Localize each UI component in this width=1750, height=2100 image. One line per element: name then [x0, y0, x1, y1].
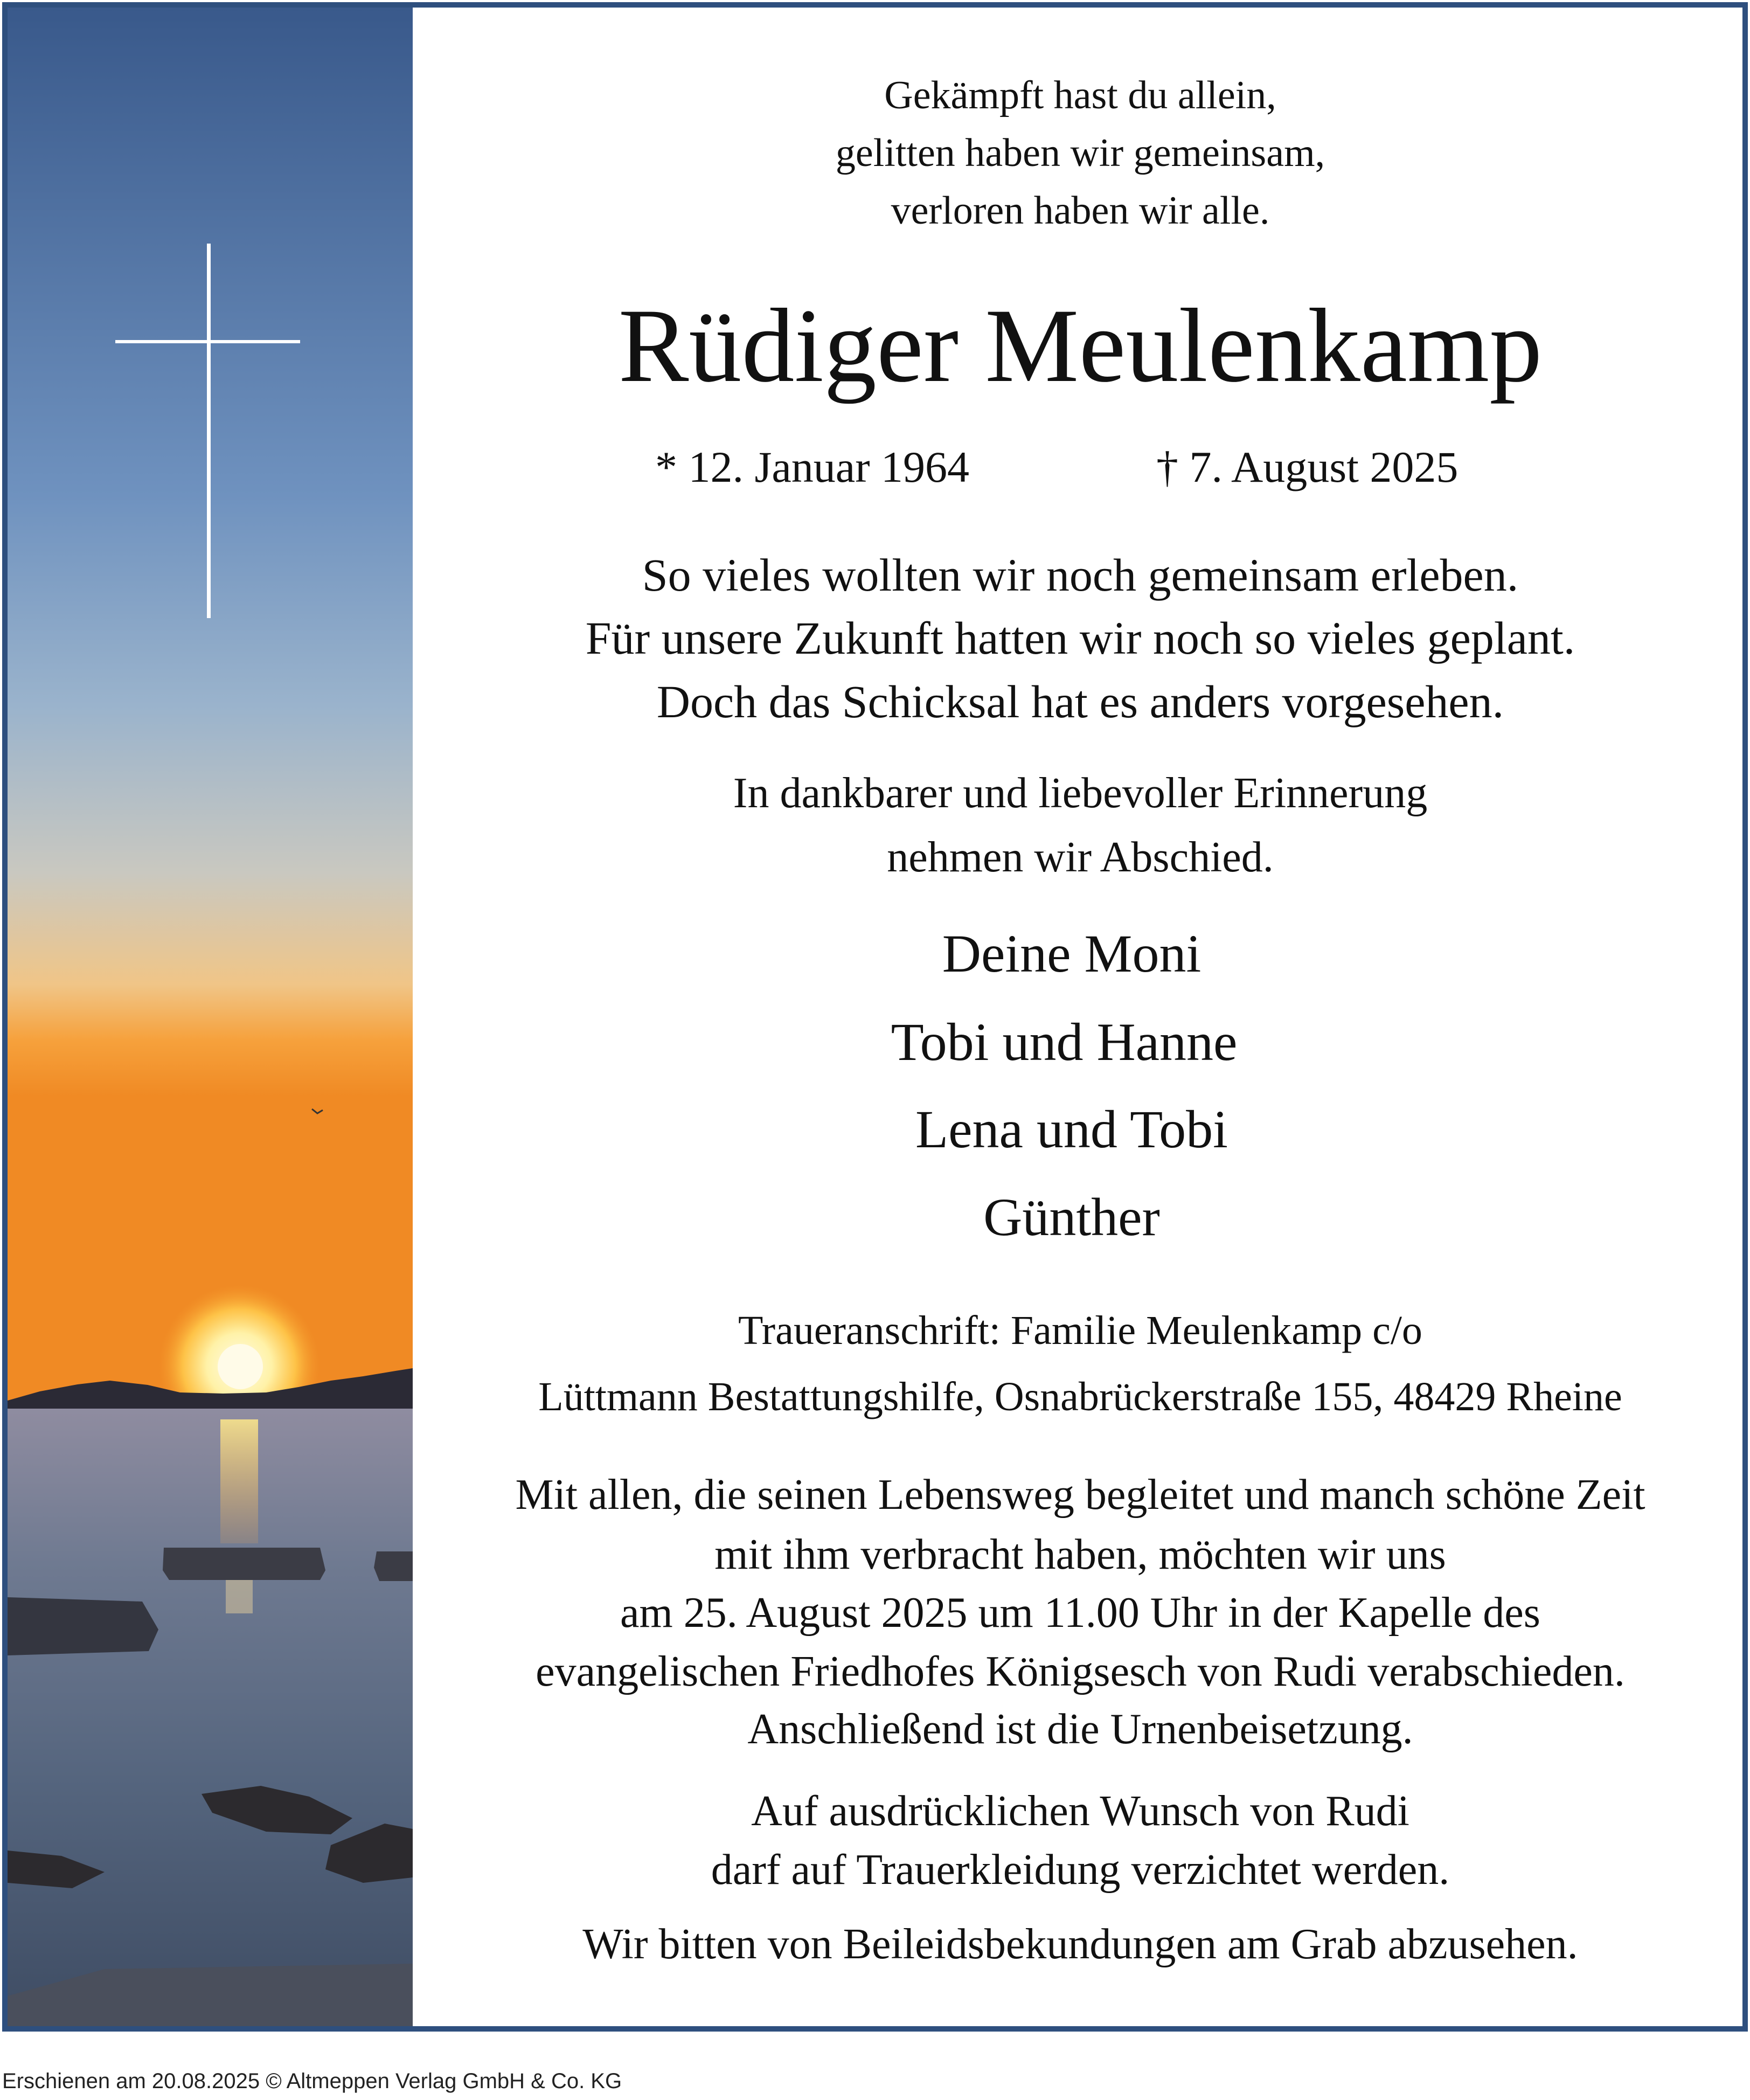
sunset-photo: [8, 8, 413, 2026]
mourner-name: Günther: [983, 1187, 1160, 1247]
mourner-name: Deine Moni: [942, 924, 1202, 983]
message-line: So vieles wollten wir noch gemeinsam erleben.: [642, 549, 1519, 601]
message-line: Doch das Schicksal hat es anders vorgesehen.: [656, 676, 1504, 727]
poem-line: verloren haben wir alle.: [891, 189, 1270, 233]
address-line: Lüttmann Bestattungshilfe, Osnabrückerstraße 155, 48429 Rheine: [538, 1374, 1622, 1419]
condolences-note: Wir bitten von Beileidsbekundungen am Grab abzusehen.: [582, 1921, 1578, 1968]
ceremony-line: mit ihm verbracht haben, möchten wir uns: [714, 1531, 1446, 1578]
mourner-name: Tobi und Hanne: [891, 1012, 1238, 1072]
deceased-name: Rüdiger Meulenkamp: [618, 287, 1543, 404]
farewell-line: In dankbarer und liebevoller Erinnerung: [733, 770, 1428, 817]
birth-date: * 12. Januar 1964: [655, 442, 970, 491]
address-line: Traueranschrift: Familie Meulenkamp c/o: [738, 1308, 1422, 1353]
dress-code-line: darf auf Trauerkleidung verzichtet werden.: [711, 1846, 1450, 1894]
death-date: † 7. August 2025: [1156, 442, 1459, 491]
mourner-name: Lena und Tobi: [915, 1099, 1228, 1159]
dress-code-line: Auf ausdrücklichen Wunsch von Rudi: [751, 1787, 1409, 1835]
poem-line: gelitten haben wir gemeinsam,: [835, 131, 1325, 175]
farewell-line: nehmen wir Abschied.: [887, 834, 1274, 881]
obituary-frame: [2, 2, 1748, 2032]
publication-footer: Erschienen am 20.08.2025 © Altmeppen Verlag GmbH & Co. KG: [2, 2069, 622, 2093]
poem-line: Gekämpft hast du allein,: [884, 73, 1276, 117]
life-dates: [413, 442, 1748, 494]
ceremony-line: Anschließend ist die Urnenbeisetzung.: [747, 1706, 1413, 1753]
ceremony-line: am 25. August 2025 um 11.00 Uhr in der Kapelle des: [620, 1589, 1540, 1637]
ceremony-line: Mit allen, die seinen Lebensweg begleitet und manch schöne Zeit: [515, 1471, 1645, 1519]
ceremony-line: evangelischen Friedhofes Königsesch von Rudi verabschieden.: [536, 1648, 1625, 1695]
message-line: Für unsere Zukunft hatten wir noch so vieles geplant.: [585, 612, 1575, 664]
obituary-text: [413, 8, 1748, 2026]
